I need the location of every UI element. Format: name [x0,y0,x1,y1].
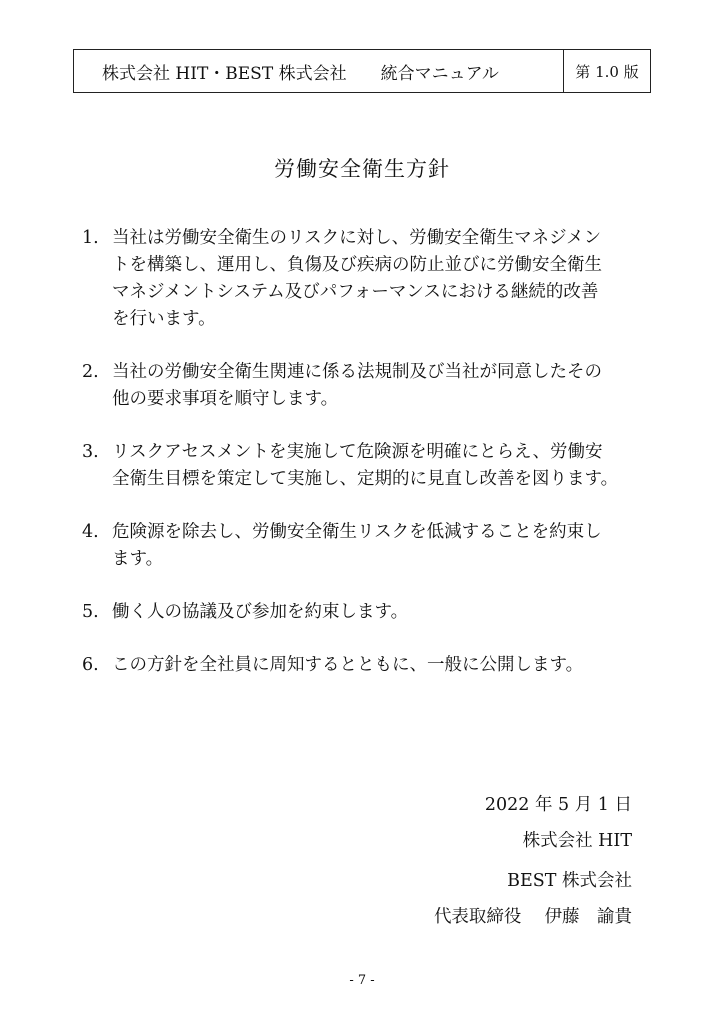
header-version: 第 1.0 版 [563,50,650,92]
policy-number: 3. [82,442,99,462]
header-box [73,49,651,93]
signature-company-best: BEST 株式会社 [507,871,632,891]
policy-item-5 [82,599,647,626]
policy-text: 働く人の協議及び参加を約束します。 [112,602,409,622]
policy-item-6 [82,652,647,679]
page-title: 労働安全衛生方針 [274,157,450,181]
policy-item-2 [82,359,647,413]
policy-number: 5. [82,602,99,622]
header-manual: 統合マニュアル [380,63,499,84]
header-title [74,50,563,92]
policy-number: 2. [82,362,99,382]
policy-text: 当社は労働安全衛生のリスクに対し、労働安全衛生マネジメン トを構築し、運用し、負傷及び疾病の防止並びに労働安全衛生 マネジメントシステム及びパフォーマンスにおける継続的改善 を行います。 [112,228,602,329]
header-companies: 株式会社 HIT・BEST 株式会社 [102,63,347,84]
policy-text: この方針を全社員に周知するとともに、一般に公開します。 [112,655,584,675]
policy-text: 危険源を除去し、労働安全衛生リスクを低減することを約束し ます。 [112,522,602,569]
policy-number: 4. [82,522,99,542]
policy-number: 1. [82,228,99,248]
page-number: - 7 - [349,973,375,988]
signature-company-hit: 株式会社 HIT [522,831,632,851]
signature-representative: 代表取締役 伊藤 諭貴 [433,907,632,927]
signature-date: 2022 年 5 月 1 日 [484,795,632,815]
policy-text: リスクアセスメントを実施して危険源を明確にとらえ、労働安 全衛生目標を策定して実施し、定期的に見直し改善を図ります。 [112,442,619,489]
policy-item-3 [82,439,647,493]
policy-item-4 [82,519,647,573]
policy-item-1 [82,225,647,333]
policy-number: 6. [82,655,99,675]
policy-list [82,225,647,705]
policy-text: 当社の労働安全衛生関連に係る法規制及び当社が同意したその 他の要求事項を順守します。 [112,362,602,409]
